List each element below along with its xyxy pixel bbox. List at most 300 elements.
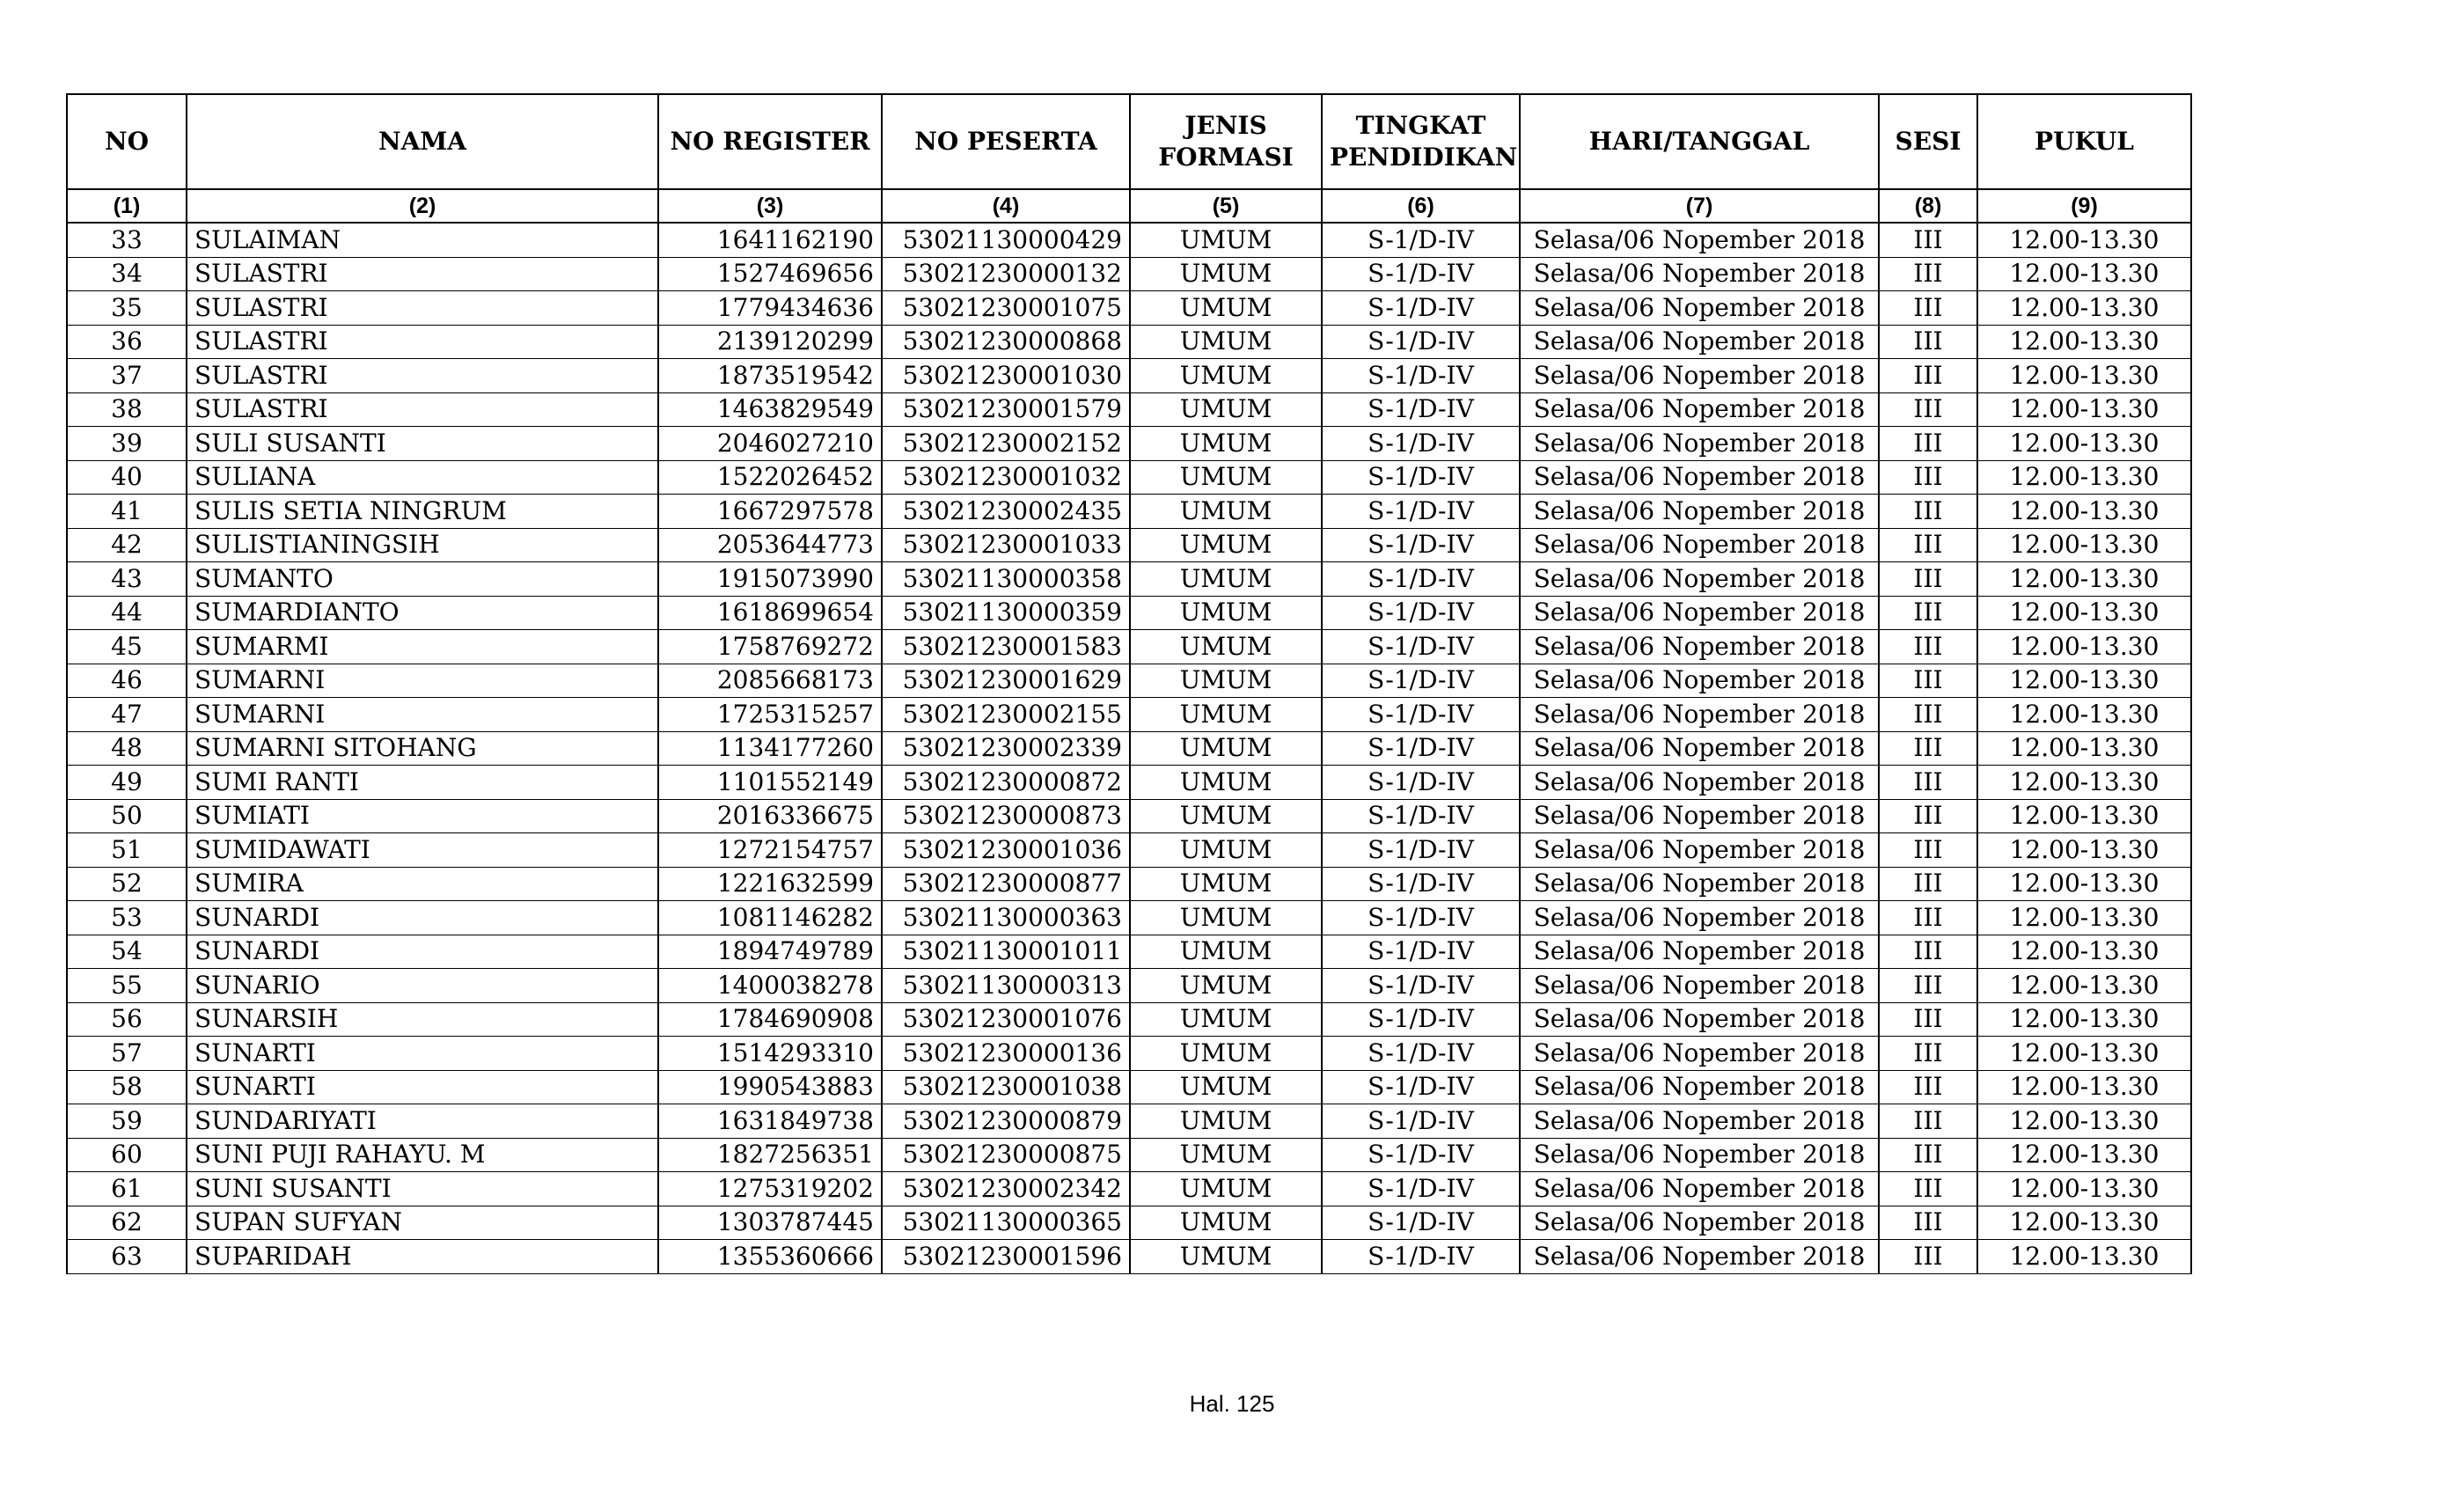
cell-hari-tanggal: Selasa/06 Nopember 2018 [1520,664,1879,698]
cell-hari-tanggal: Selasa/06 Nopember 2018 [1520,630,1879,664]
cell-no-register: 1894749789 [658,935,882,969]
cell-no: 53 [67,901,187,935]
cell-pukul: 12.00-13.30 [1977,1002,2191,1037]
cell-tingkat-pendidikan: S-1/D-IV [1322,1037,1520,1071]
cell-no-peserta: 53021230002155 [882,698,1130,732]
cell-hari-tanggal: Selasa/06 Nopember 2018 [1520,1138,1879,1172]
table-row [67,1240,2191,1274]
cell-sesi: III [1879,731,1977,766]
cell-tingkat-pendidikan: S-1/D-IV [1322,766,1520,800]
cell-no-peserta: 53021230001036 [882,833,1130,868]
cell-jenis-formasi: UMUM [1130,562,1322,597]
cell-no: 50 [67,799,187,833]
table-row [67,257,2191,291]
cell-no-peserta: 53021130000359 [882,596,1130,630]
cell-tingkat-pendidikan: S-1/D-IV [1322,969,1520,1003]
cell-no-register: 2085668173 [658,664,882,698]
cell-no: 45 [67,630,187,664]
header-tingkat-pendidikan: TINGKAT PENDIDIKAN [1322,94,1520,189]
column-number: (8) [1879,189,1977,223]
cell-sesi: III [1879,562,1977,597]
header-no-register: NO REGISTER [658,94,882,189]
table-row [67,799,2191,833]
table-row [67,731,2191,766]
cell-jenis-formasi: UMUM [1130,495,1322,529]
table-row [67,460,2191,495]
cell-no: 51 [67,833,187,868]
cell-no: 63 [67,1240,187,1274]
cell-tingkat-pendidikan: S-1/D-IV [1322,1138,1520,1172]
cell-pukul: 12.00-13.30 [1977,901,2191,935]
cell-pukul: 12.00-13.30 [1977,1206,2191,1240]
cell-pukul: 12.00-13.30 [1977,799,2191,833]
cell-sesi: III [1879,1206,1977,1240]
cell-nama: SUNARDI [187,901,658,935]
table-row [67,392,2191,427]
cell-sesi: III [1879,325,1977,359]
cell-jenis-formasi: UMUM [1130,664,1322,698]
cell-no-peserta: 53021230000868 [882,325,1130,359]
cell-nama: SUMARNI SITOHANG [187,731,658,766]
cell-no-register: 1101552149 [658,766,882,800]
cell-no-register: 1081146282 [658,901,882,935]
cell-no-peserta: 53021230001032 [882,460,1130,495]
cell-no-peserta: 53021230002342 [882,1172,1130,1206]
cell-tingkat-pendidikan: S-1/D-IV [1322,833,1520,868]
table-row [67,969,2191,1003]
cell-tingkat-pendidikan: S-1/D-IV [1322,596,1520,630]
cell-hari-tanggal: Selasa/06 Nopember 2018 [1520,596,1879,630]
cell-sesi: III [1879,630,1977,664]
cell-pukul: 12.00-13.30 [1977,325,2191,359]
cell-tingkat-pendidikan: S-1/D-IV [1322,1070,1520,1104]
cell-jenis-formasi: UMUM [1130,325,1322,359]
cell-sesi: III [1879,427,1977,461]
table-row [67,1172,2191,1206]
cell-nama: SUMARNI [187,698,658,732]
cell-nama: SUMI RANTI [187,766,658,800]
cell-pukul: 12.00-13.30 [1977,257,2191,291]
cell-hari-tanggal: Selasa/06 Nopember 2018 [1520,427,1879,461]
cell-no-peserta: 53021230000132 [882,257,1130,291]
cell-no-register: 2053644773 [658,528,882,562]
participant-schedule-table [66,93,2192,1274]
table-row [67,901,2191,935]
cell-hari-tanggal: Selasa/06 Nopember 2018 [1520,901,1879,935]
cell-sesi: III [1879,257,1977,291]
cell-nama: SULIS SETIA NINGRUM [187,495,658,529]
cell-nama: SULASTRI [187,325,658,359]
cell-no-peserta: 53021230000872 [882,766,1130,800]
cell-nama: SUMARNI [187,664,658,698]
cell-no-register: 2046027210 [658,427,882,461]
table-row [67,528,2191,562]
cell-no: 61 [67,1172,187,1206]
cell-no: 40 [67,460,187,495]
header-nama: NAMA [187,94,658,189]
column-number: (2) [187,189,658,223]
table-row [67,630,2191,664]
cell-jenis-formasi: UMUM [1130,766,1322,800]
cell-no-peserta: 53021230001030 [882,359,1130,393]
cell-nama: SUMARDIANTO [187,596,658,630]
cell-jenis-formasi: UMUM [1130,392,1322,427]
cell-sesi: III [1879,1070,1977,1104]
cell-no-peserta: 53021230001596 [882,1240,1130,1274]
cell-no: 54 [67,935,187,969]
table-row [67,1070,2191,1104]
column-number: (6) [1322,189,1520,223]
table-row [67,325,2191,359]
cell-nama: SUPAN SUFYAN [187,1206,658,1240]
cell-jenis-formasi: UMUM [1130,257,1322,291]
cell-sesi: III [1879,1037,1977,1071]
cell-hari-tanggal: Selasa/06 Nopember 2018 [1520,698,1879,732]
cell-sesi: III [1879,392,1977,427]
cell-pukul: 12.00-13.30 [1977,392,2191,427]
cell-hari-tanggal: Selasa/06 Nopember 2018 [1520,799,1879,833]
cell-no-peserta: 53021230001076 [882,1002,1130,1037]
cell-no-peserta: 53021230000879 [882,1104,1130,1139]
cell-no-peserta: 53021230000873 [882,799,1130,833]
cell-tingkat-pendidikan: S-1/D-IV [1322,392,1520,427]
cell-sesi: III [1879,766,1977,800]
cell-no-register: 1827256351 [658,1138,882,1172]
header-jenis-formasi: JENIS FORMASI [1130,94,1322,189]
cell-nama: SUNARTI [187,1037,658,1071]
cell-no-register: 1522026452 [658,460,882,495]
cell-no: 44 [67,596,187,630]
cell-sesi: III [1879,799,1977,833]
cell-no-peserta: 53021230000877 [882,867,1130,901]
header-pukul: PUKUL [1977,94,2191,189]
cell-jenis-formasi: UMUM [1130,596,1322,630]
cell-no-peserta: 53021130001011 [882,935,1130,969]
cell-hari-tanggal: Selasa/06 Nopember 2018 [1520,1070,1879,1104]
cell-tingkat-pendidikan: S-1/D-IV [1322,427,1520,461]
cell-jenis-formasi: UMUM [1130,833,1322,868]
cell-jenis-formasi: UMUM [1130,799,1322,833]
cell-sesi: III [1879,901,1977,935]
cell-nama: SUNARTI [187,1070,658,1104]
table-row [67,833,2191,868]
cell-no-peserta: 53021230001038 [882,1070,1130,1104]
cell-no-peserta: 53021230001579 [882,392,1130,427]
cell-pukul: 12.00-13.30 [1977,1138,2191,1172]
cell-no-register: 1618699654 [658,596,882,630]
cell-tingkat-pendidikan: S-1/D-IV [1322,325,1520,359]
cell-no: 34 [67,257,187,291]
cell-jenis-formasi: UMUM [1130,698,1322,732]
cell-jenis-formasi: UMUM [1130,1104,1322,1139]
cell-jenis-formasi: UMUM [1130,630,1322,664]
cell-tingkat-pendidikan: S-1/D-IV [1322,359,1520,393]
cell-no-peserta: 53021230001629 [882,664,1130,698]
cell-sesi: III [1879,698,1977,732]
cell-nama: SULAIMAN [187,223,658,257]
cell-hari-tanggal: Selasa/06 Nopember 2018 [1520,528,1879,562]
cell-jenis-formasi: UMUM [1130,291,1322,326]
cell-nama: SULASTRI [187,392,658,427]
cell-no: 49 [67,766,187,800]
cell-pukul: 12.00-13.30 [1977,291,2191,326]
cell-sesi: III [1879,495,1977,529]
cell-tingkat-pendidikan: S-1/D-IV [1322,257,1520,291]
cell-pukul: 12.00-13.30 [1977,867,2191,901]
cell-jenis-formasi: UMUM [1130,460,1322,495]
cell-tingkat-pendidikan: S-1/D-IV [1322,1172,1520,1206]
cell-no: 39 [67,427,187,461]
cell-tingkat-pendidikan: S-1/D-IV [1322,935,1520,969]
cell-no-register: 1873519542 [658,359,882,393]
cell-pukul: 12.00-13.30 [1977,359,2191,393]
cell-hari-tanggal: Selasa/06 Nopember 2018 [1520,1172,1879,1206]
cell-no-peserta: 53021230001075 [882,291,1130,326]
cell-jenis-formasi: UMUM [1130,969,1322,1003]
cell-hari-tanggal: Selasa/06 Nopember 2018 [1520,969,1879,1003]
column-number: (9) [1977,189,2191,223]
cell-hari-tanggal: Selasa/06 Nopember 2018 [1520,833,1879,868]
cell-no-register: 1272154757 [658,833,882,868]
cell-no-register: 1463829549 [658,392,882,427]
cell-no: 43 [67,562,187,597]
cell-jenis-formasi: UMUM [1130,1138,1322,1172]
cell-tingkat-pendidikan: S-1/D-IV [1322,291,1520,326]
cell-tingkat-pendidikan: S-1/D-IV [1322,562,1520,597]
cell-no-register: 1779434636 [658,291,882,326]
cell-no: 38 [67,392,187,427]
cell-jenis-formasi: UMUM [1130,528,1322,562]
table-row [67,1104,2191,1139]
cell-jenis-formasi: UMUM [1130,1037,1322,1071]
cell-no: 62 [67,1206,187,1240]
cell-no-register: 1641162190 [658,223,882,257]
cell-pukul: 12.00-13.30 [1977,460,2191,495]
cell-no: 35 [67,291,187,326]
cell-hari-tanggal: Selasa/06 Nopember 2018 [1520,257,1879,291]
cell-no-register: 1725315257 [658,698,882,732]
cell-nama: SUNARDI [187,935,658,969]
cell-jenis-formasi: UMUM [1130,1070,1322,1104]
cell-no-register: 1275319202 [658,1172,882,1206]
column-number: (1) [67,189,187,223]
cell-nama: SULASTRI [187,359,658,393]
cell-nama: SUNI PUJI RAHAYU. M [187,1138,658,1172]
table-row [67,495,2191,529]
cell-sesi: III [1879,867,1977,901]
cell-tingkat-pendidikan: S-1/D-IV [1322,664,1520,698]
cell-nama: SUMIATI [187,799,658,833]
header-no: NO [67,94,187,189]
cell-pukul: 12.00-13.30 [1977,935,2191,969]
cell-nama: SUNI SUSANTI [187,1172,658,1206]
cell-hari-tanggal: Selasa/06 Nopember 2018 [1520,359,1879,393]
cell-hari-tanggal: Selasa/06 Nopember 2018 [1520,460,1879,495]
cell-no-register: 1221632599 [658,867,882,901]
cell-no-peserta: 53021230001583 [882,630,1130,664]
table-row [67,223,2191,257]
cell-tingkat-pendidikan: S-1/D-IV [1322,799,1520,833]
cell-sesi: III [1879,291,1977,326]
header-no-peserta: NO PESERTA [882,94,1130,189]
cell-jenis-formasi: UMUM [1130,1206,1322,1240]
cell-no-register: 2016336675 [658,799,882,833]
cell-pukul: 12.00-13.30 [1977,223,2191,257]
cell-jenis-formasi: UMUM [1130,1002,1322,1037]
cell-hari-tanggal: Selasa/06 Nopember 2018 [1520,1104,1879,1139]
cell-no: 52 [67,867,187,901]
cell-tingkat-pendidikan: S-1/D-IV [1322,460,1520,495]
cell-nama: SULASTRI [187,291,658,326]
cell-jenis-formasi: UMUM [1130,223,1322,257]
cell-no-register: 1355360666 [658,1240,882,1274]
table-row [67,562,2191,597]
cell-no: 57 [67,1037,187,1071]
cell-jenis-formasi: UMUM [1130,359,1322,393]
cell-pukul: 12.00-13.30 [1977,495,2191,529]
column-number-row [67,189,2191,223]
cell-sesi: III [1879,664,1977,698]
cell-nama: SUMARMI [187,630,658,664]
cell-pukul: 12.00-13.30 [1977,766,2191,800]
cell-tingkat-pendidikan: S-1/D-IV [1322,1206,1520,1240]
page-number: Hal. 125 [1189,1390,1275,1417]
cell-sesi: III [1879,1002,1977,1037]
cell-hari-tanggal: Selasa/06 Nopember 2018 [1520,495,1879,529]
table-row [67,935,2191,969]
table-row [67,596,2191,630]
cell-pukul: 12.00-13.30 [1977,969,2191,1003]
cell-pukul: 12.00-13.30 [1977,698,2191,732]
cell-no-register: 1758769272 [658,630,882,664]
cell-tingkat-pendidikan: S-1/D-IV [1322,698,1520,732]
cell-no-register: 1631849738 [658,1104,882,1139]
cell-hari-tanggal: Selasa/06 Nopember 2018 [1520,766,1879,800]
table-row [67,427,2191,461]
cell-no-peserta: 53021230002339 [882,731,1130,766]
cell-no-peserta: 53021130000365 [882,1206,1130,1240]
table-row [67,867,2191,901]
cell-tingkat-pendidikan: S-1/D-IV [1322,528,1520,562]
cell-sesi: III [1879,359,1977,393]
cell-no-register: 1514293310 [658,1037,882,1071]
cell-nama: SUNARIO [187,969,658,1003]
table-row [67,1037,2191,1071]
table-row [67,1002,2191,1037]
cell-jenis-formasi: UMUM [1130,1172,1322,1206]
cell-pukul: 12.00-13.30 [1977,1104,2191,1139]
cell-jenis-formasi: UMUM [1130,1240,1322,1274]
cell-no-peserta: 53021130000358 [882,562,1130,597]
cell-no-peserta: 53021130000363 [882,901,1130,935]
cell-no-register: 2139120299 [658,325,882,359]
cell-tingkat-pendidikan: S-1/D-IV [1322,867,1520,901]
cell-hari-tanggal: Selasa/06 Nopember 2018 [1520,325,1879,359]
cell-no-register: 1400038278 [658,969,882,1003]
cell-sesi: III [1879,1172,1977,1206]
table-row [67,291,2191,326]
cell-no: 47 [67,698,187,732]
cell-hari-tanggal: Selasa/06 Nopember 2018 [1520,562,1879,597]
cell-no-peserta: 53021230000136 [882,1037,1130,1071]
cell-no: 33 [67,223,187,257]
cell-no: 56 [67,1002,187,1037]
cell-nama: SULIANA [187,460,658,495]
cell-sesi: III [1879,223,1977,257]
cell-nama: SUMANTO [187,562,658,597]
cell-tingkat-pendidikan: S-1/D-IV [1322,731,1520,766]
table-row [67,698,2191,732]
table-row [67,1206,2191,1240]
cell-pukul: 12.00-13.30 [1977,562,2191,597]
cell-jenis-formasi: UMUM [1130,901,1322,935]
cell-no: 60 [67,1138,187,1172]
cell-no: 42 [67,528,187,562]
cell-pukul: 12.00-13.30 [1977,664,2191,698]
cell-nama: SUNDARIYATI [187,1104,658,1139]
cell-no-register: 1784690908 [658,1002,882,1037]
cell-pukul: 12.00-13.30 [1977,1172,2191,1206]
cell-tingkat-pendidikan: S-1/D-IV [1322,495,1520,529]
cell-tingkat-pendidikan: S-1/D-IV [1322,1240,1520,1274]
cell-pukul: 12.00-13.30 [1977,833,2191,868]
cell-sesi: III [1879,969,1977,1003]
cell-tingkat-pendidikan: S-1/D-IV [1322,1002,1520,1037]
cell-no-peserta: 53021230000875 [882,1138,1130,1172]
table-body [67,223,2191,1273]
cell-tingkat-pendidikan: S-1/D-IV [1322,630,1520,664]
cell-no: 36 [67,325,187,359]
cell-pukul: 12.00-13.30 [1977,630,2191,664]
cell-jenis-formasi: UMUM [1130,427,1322,461]
cell-sesi: III [1879,460,1977,495]
cell-no-register: 1915073990 [658,562,882,597]
cell-tingkat-pendidikan: S-1/D-IV [1322,901,1520,935]
column-number: (7) [1520,189,1879,223]
cell-no-register: 1527469656 [658,257,882,291]
cell-hari-tanggal: Selasa/06 Nopember 2018 [1520,1037,1879,1071]
cell-no-peserta: 53021230001033 [882,528,1130,562]
cell-pukul: 12.00-13.30 [1977,1240,2191,1274]
cell-pukul: 12.00-13.30 [1977,528,2191,562]
cell-no-peserta: 53021230002152 [882,427,1130,461]
cell-hari-tanggal: Selasa/06 Nopember 2018 [1520,1206,1879,1240]
cell-no-register: 1134177260 [658,731,882,766]
cell-no-peserta: 53021130000313 [882,969,1130,1003]
cell-hari-tanggal: Selasa/06 Nopember 2018 [1520,291,1879,326]
cell-no-peserta: 53021230002435 [882,495,1130,529]
cell-sesi: III [1879,1240,1977,1274]
cell-no: 37 [67,359,187,393]
cell-sesi: III [1879,1104,1977,1139]
cell-hari-tanggal: Selasa/06 Nopember 2018 [1520,392,1879,427]
cell-hari-tanggal: Selasa/06 Nopember 2018 [1520,1240,1879,1274]
column-number: (5) [1130,189,1322,223]
cell-pukul: 12.00-13.30 [1977,427,2191,461]
cell-no: 55 [67,969,187,1003]
cell-pukul: 12.00-13.30 [1977,1070,2191,1104]
cell-nama: SULASTRI [187,257,658,291]
cell-nama: SUMIRA [187,867,658,901]
column-number: (3) [658,189,882,223]
table-row [67,1138,2191,1172]
cell-nama: SUMIDAWATI [187,833,658,868]
cell-no-register: 1667297578 [658,495,882,529]
cell-jenis-formasi: UMUM [1130,731,1322,766]
cell-sesi: III [1879,528,1977,562]
cell-sesi: III [1879,1138,1977,1172]
cell-nama: SUPARIDAH [187,1240,658,1274]
